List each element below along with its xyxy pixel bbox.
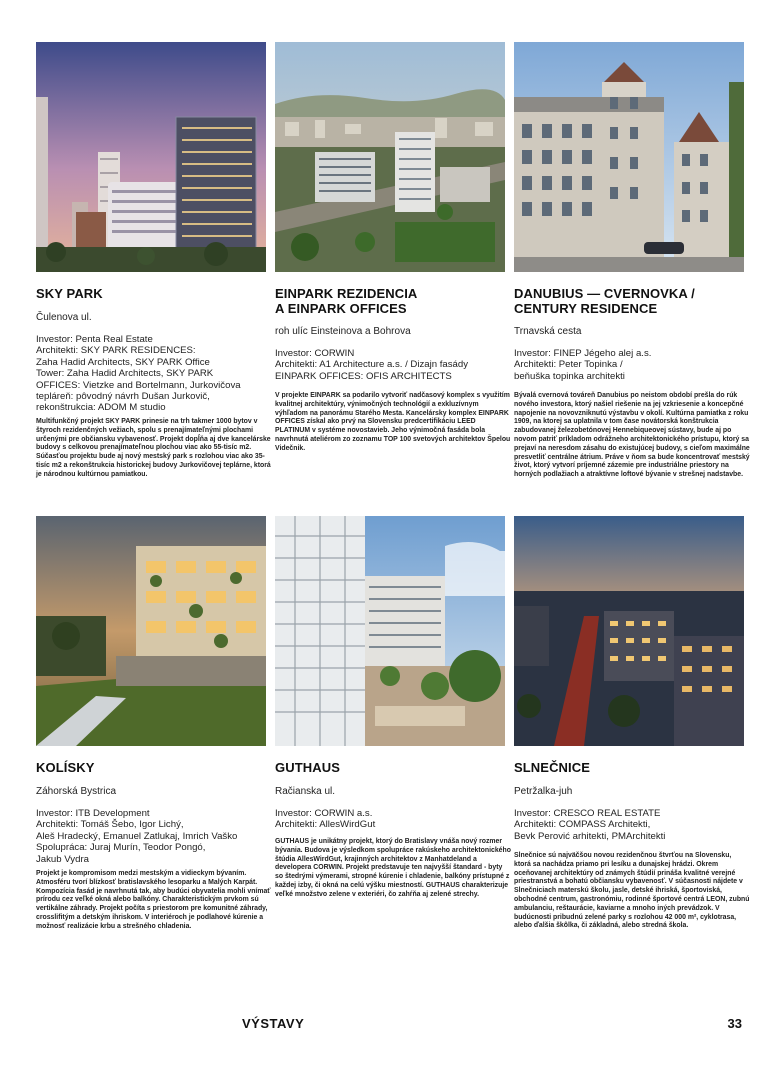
project-location: Petržalka-juh [514,786,573,797]
project-location: Záhorská Bystrica [36,786,117,797]
project-location: Trnavská cesta [514,326,582,337]
project-description: Projekt je kompromisom medzi mestským a vidieckym bývaním. Atmosféru tvorí blízkosť bratislavského lesoparku a Malých Karpát. Kompozícia fasád je navrhnutá tak, aby budúci obyvatelia mohli vnímať prírodu cez veľké okná alebo balkóny. Charakteristickým prvkom sú vertikálne záhrady. Projekt počíta s priestorom pre komunitné záhrady, crosslifitým a detským ihriskom. V interiéroch je podlahové kúrenie a možnosť realizácie krbu a strešného chladenia. [36,870,271,930]
project-description: V projekte EINPARK sa podarilo vytvoriť nadčasový komplex s využitím kvalitnej architektúry, výnimočných technológií a exkluzívnym výhľadom na panorámu Starého Mesta. Kancelársky komplex EINPARK OFFICES získal ako prvý na Slovensku predcertifikáciu LEED PLATINUM v systéme novostavieb. Jeho výnimočná fasáda bola navrhnutá ateliérom zo zoznamu TOP 100 svetových architektov Špelou Videčnik. [275,392,511,452]
project-credits: Investor: CRESCO REAL ESTATE Architekti: COMPASS Architekti, Bevk Perović arhitekti, PMArchitekti [514,808,666,842]
project-title: SKY PARK [36,286,103,301]
project-title: GUTHAUS [275,760,340,775]
project-location: Račianska ul. [275,786,336,797]
einpark-rendering [275,42,505,272]
project-title: DANUBIUS — CVERNOVKA / CENTURY RESIDENCE [514,286,695,316]
project-description: Multifunkčný projekt SKY PARK prinesie na trh takmer 1000 bytov v štyroch rezidenčných vežiach, spolu s prenajímateľnými plochami určenými pre občiansku vybavenosť. Projekt dopĺňa aj dve kancelárske budovy s celkovou prenajímateľnou plochou viac ako 55-tisíc m2. Súčasťou projektu bude aj nový mestský park s rozlohou viac ako 35-tisíc m2 a rekonštrukcia historickej budovy Jurkovičovej teplárne, ktorá je národnou kultúrnou pamiatkou. [36,418,271,478]
project-description: Bývalá cvernová továreň Danubius po neistom období prešla do rúk nového investora, ktorý našiel riešenie na jej vzkriesenie a koncepčné napojenie na novovzniknutú výstavbu v okolí. Kultúrna pamiatka z roku 1909, na ktorej sa uplatnila v tom čase novátorská konštrukcia zabudovanej železobetónovej Hennebiqueovej sústavy, bude aj po novom patriť príkladom odrážneho architektonického prístupu, ktorý sa prejaví na neresdom zásahu do existujúcej budovy, s cieľom maximálne presvetliť centrálne átrium. Práve v ňom sa bude koncentrovať mestský život, ktorý vytvorí príjemné zázemie pre industriálne priestory na horných podlažiach a atraktívne loftové bývanie v strešnej nadstavbe. [514,392,750,479]
danubius-rendering [514,42,744,272]
project-description: GUTHAUS je unikátny projekt, ktorý do Bratislavy vnáša nový rozmer bývania. Budova je výsledkom spolupráce rakúskeho architektonického štúdia AllesWirdGut, krajinných architektov z Manhatdeland a developera CORWIN. Projekt predstavuje ten najvyšší štandard - byty so štedrými výmerami, stropné kúrenie i chladenie, balkóny prístupné z každej izby, či okná na celú výšku miestností. GUTHAUS charakterizuje veľké množstvo zelene v exteriéri, čo zahŕňa aj zelené strechy. [275,838,511,898]
project-credits: Investor: CORWIN a.s. Architekti: AllesWirdGut [275,808,376,831]
kolisky-rendering [36,516,266,746]
project-credits: Investor: Penta Real Estate Architekti: SKY PARK RESIDENCES: Zaha Hadid Architects, SKY PARK Office Tower: Zaha Hadid Architects, SKY PARK OFFICES: Vietzke and Bortelmann, Jurkovičova tepláreň: pôvodný návrh Dušan Jurkovič, rekonštrukcia: ADOM M studio [36,334,241,414]
project-description: Slnečnice sú najväčšou novou rezidenčnou štvrťou na Slovensku, ktorá sa nachádza priamo pri lesíku a dunajskej hrádzi. Okrem oceňovanej architektúry od známych štúdií prináša kvalitné verejné priestranstvá a bohatú občiansku vybavenosť. V súčasnosti nájdete v Slnečniciach materskú školu, jasle, detské ihriská, športoviská, obchodné centrum, gastronómiu, rodinné športové centrá LEON, zubnú ambulanciu, reštaurácie, kaviarne a mnoho iných prevádzok. V budúcnosti pribudnú zelené parky s rozlohou 42 000 m², cyklotrasa, alebo ďalšia škôlka, či základná, alebo stredná škola. [514,852,750,930]
section-label: VÝSTAVY [242,1016,305,1031]
project-location: roh ulíc Einsteinova a Bohrova [275,326,411,337]
sky-park-rendering [36,42,266,272]
slnecnice-rendering [514,516,744,746]
project-credits: Investor: FINEP Jégeho alej a.s. Architekti: Peter Topinka / beňuška topinka architekti [514,348,652,382]
project-location: Čulenova ul. [36,312,92,323]
project-title: SLNEČNICE [514,760,591,775]
guthaus-rendering [275,516,505,746]
project-credits: Investor: ITB Development Architekti: Tomáš Šebo, Igor Lichý, Aleš Hradecký, Emanuel Zatlukaj, Imrich Vaško Spolupráca: Juraj Murín, Teodor Pongó, Jakub Vydra [36,808,238,865]
page-number: 33 [727,1016,742,1031]
project-title: EINPARK REZIDENCIA A EINPARK OFFICES [275,286,418,316]
project-credits: Investor: CORWIN Architekti: A1 Architecture a.s. / Dizajn fasády EINPARK OFFICES: OFIS ARCHITECTS [275,348,469,382]
project-title: KOLÍSKY [36,760,95,775]
